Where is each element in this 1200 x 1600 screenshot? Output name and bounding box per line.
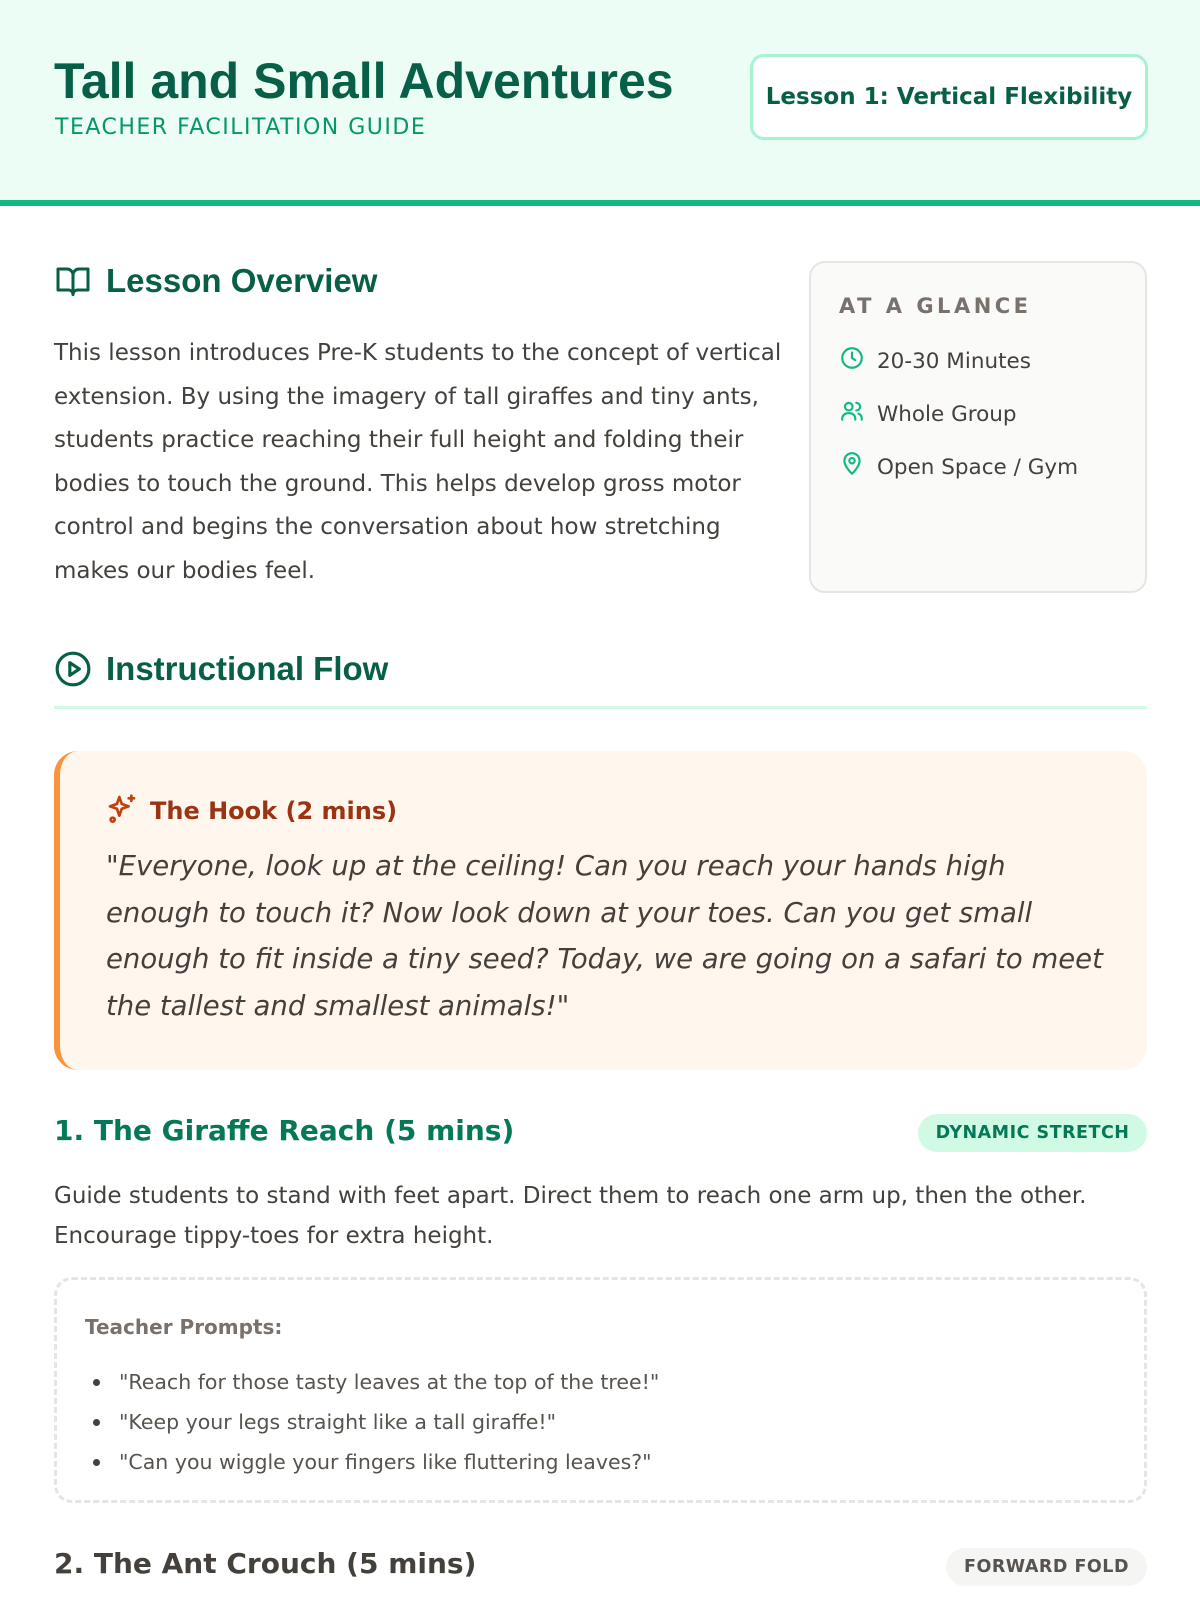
prompts-list (85, 1362, 659, 1482)
flow-heading (54, 650, 388, 688)
step-1-title: 1. The Giraffe Reach (5 mins) (54, 1114, 515, 1147)
teacher-prompts-box (54, 1277, 1147, 1503)
hook-label: The Hook (2 mins) (150, 797, 398, 825)
glance-item-label: Open Space / Gym (877, 454, 1079, 480)
page-title: Tall and Small Adventures (54, 53, 674, 109)
step-2-title: 2. The Ant Crouch (5 mins) (54, 1547, 477, 1580)
overview-title: Lesson Overview (106, 262, 378, 299)
play-circle-icon (54, 650, 92, 688)
overview-text: This lesson introduces Pre-K students to the concept of vertical extension. By using the imagery of tall giraffes and tiny ants, students practice reaching their full height and folding their bodies to touch the ground. This helps develop gross motor control and begins the conversation about how stretching makes our bodies feel. (54, 340, 782, 584)
page-header (0, 0, 1200, 206)
prompts-title: Teacher Prompts: (85, 1315, 283, 1339)
clock-icon (839, 345, 865, 377)
glance-item-location (839, 451, 1078, 483)
glance-item-label: 20-30 Minutes (877, 348, 1031, 374)
sparkles-icon (106, 793, 138, 829)
hook-quote: "Everyone, look up at the ceiling! Can you reach your hands high enough to touch it? Now look down at your toes. Can you get small enough to fit inside a tiny seed? Today, we are going on a safari to meet the tallest and smallest animals!" (106, 850, 1103, 1022)
list-item: "Reach for those tasty leaves at the top of the tree!" (85, 1362, 659, 1402)
overview-heading (54, 262, 377, 300)
glance-item-group (839, 398, 1017, 430)
step-2-tag: FORWARD FOLD (946, 1548, 1147, 1586)
book-open-icon (54, 263, 92, 299)
hook-card (54, 751, 1147, 1070)
step-1-tag: DYNAMIC STRETCH (918, 1114, 1147, 1152)
list-item: "Can you wiggle your fingers like fluttering leaves?" (85, 1442, 659, 1482)
flow-title: Instructional Flow (106, 650, 389, 687)
list-item: "Keep your legs straight like a tall giraffe!" (85, 1402, 659, 1442)
page-subtitle: TEACHER FACILITATION GUIDE (55, 115, 427, 140)
hook-heading (106, 793, 397, 829)
glance-item-label: Whole Group (877, 401, 1017, 427)
users-icon (839, 398, 865, 430)
step-1-description: Guide students to stand with feet apart. Direct them to reach one arm up, then the other. Encourage tippy-toes for extra height. (54, 1183, 1087, 1249)
glance-title: AT A GLANCE (839, 294, 1032, 318)
section-divider (54, 706, 1147, 709)
glance-item-duration (839, 345, 1031, 377)
map-pin-icon (839, 451, 865, 483)
lesson-badge: Lesson 1: Vertical Flexibility (750, 54, 1148, 140)
at-a-glance-card (809, 261, 1147, 593)
